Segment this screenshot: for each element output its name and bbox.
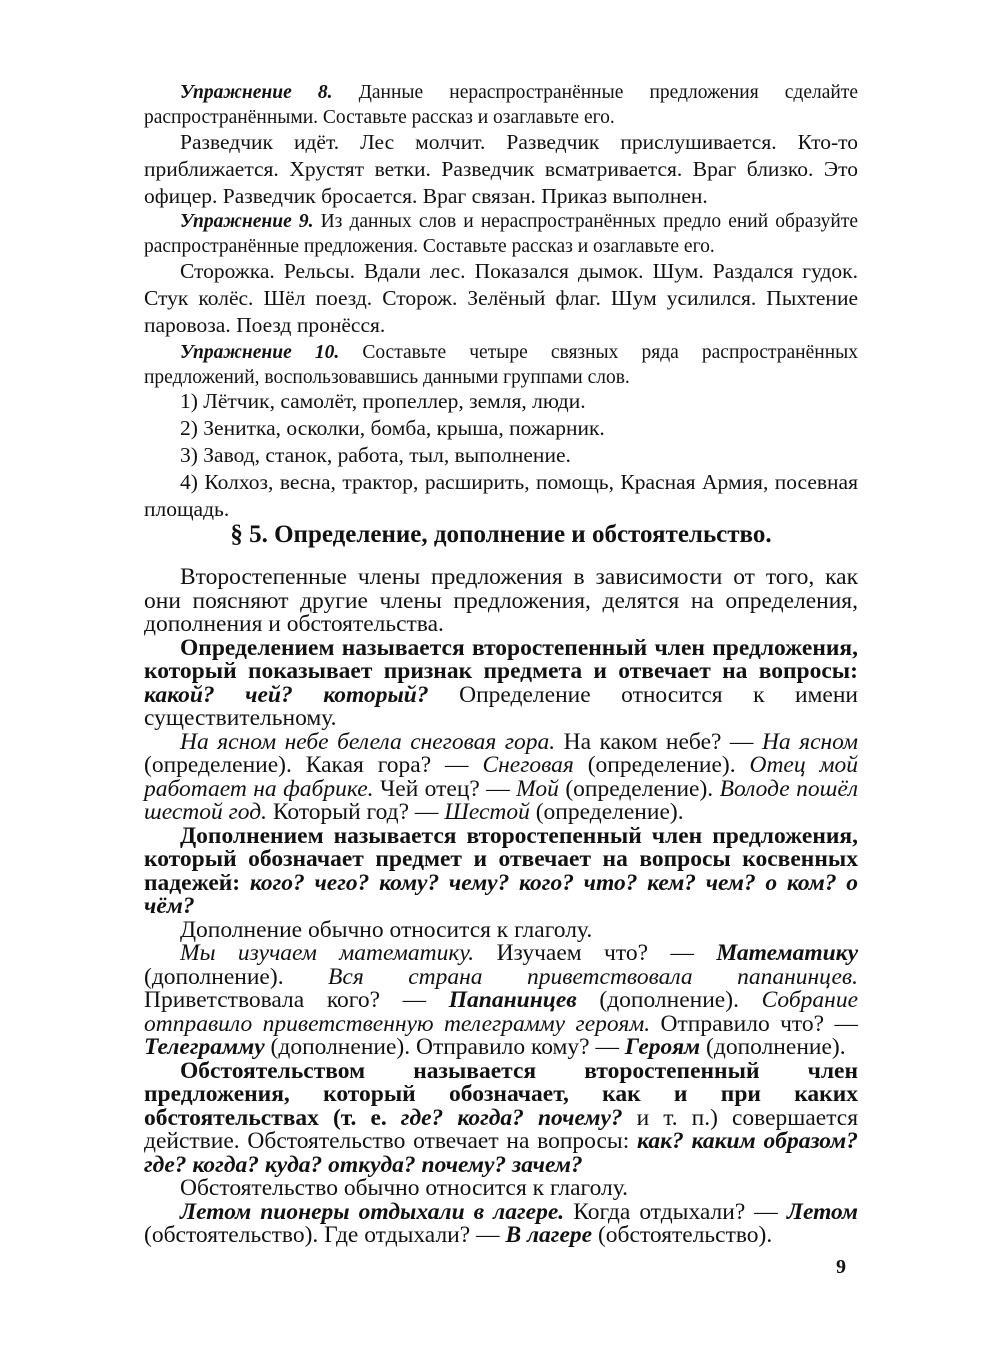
exercise-10-task-text: Составьте четыре связных ряда распространённых предложений, воспользовавшись данными группами слов. [144,342,858,388]
definition-examples: На ясном небе белела снеговая гора. На каком небе? — На ясном (определение). Какая гора? — Снеговая (определение). Отец мой работает на фабрике. Чей отец? — Мой (определение). Володе пошёл шестой год. Который год? — Шестой (определение). [144,728,859,825]
exercise-9-label: Упражнение 9. [180,211,314,232]
exercise-8-task-text: Данные нераспространённые предложения сделайте распространёнными. Составьте рассказ и озаглавьте его. [144,82,859,128]
section-heading: § 5. Определение, дополнение и обстоятельство. [230,521,772,548]
adverbial-rule: Обстоятельством называется второстепенный член предложения, который обозначает, как и при каких обстоятельствах (т. е. где? когда? почему? и т. п.) совершается действие. Обстоятельство отвечает на вопросы: как? каким образом? где? когда? куда? откуда? почему? зачем? [144,1057,859,1178]
adverbial-examples: Летом пионеры отдыхали в лагере. Когда отдыхали? — Летом (обстоятельство). Где отдыхали? — В лагере (обстоятельство). [144,1198,859,1248]
list-item: 3) Завод, станок, работа, тыл, выполнение. [180,443,571,467]
list-item: 1) Лётчик, самолёт, пропеллер, земля, люди. [180,389,586,413]
adverbial-note: Обстоятельство обычно относится к глаголу. [180,1175,629,1201]
exercise-9-text: Сторожка. Рельсы. Вдали лес. Показался дымок. Шум. Раздался гудок. Стук колёс. Шёл поезд. Сторож. Зелёный флаг. Шум усилился. Пыхтение паровоза. Поезд пронёсся. [144,259,858,337]
section-body [144,566,858,1248]
exercise-8-label: Упражнение 8. [180,82,333,103]
intro-paragraph: Второстепенные члены предложения в зависимости от того, как они поясняют другие члены предложения, делятся на определения, дополнения и обстоятельства. [144,564,858,637]
exercise-9-task [144,209,858,259]
exercise-10-list [144,388,858,523]
exercise-9-task-text: Из данных слов и нераспространённых предло ений образуйте распространённые предложения. Составьте рассказ и озаглавьте его. [144,211,859,257]
object-examples: Мы изучаем математику. Изучаем что? — Математику (дополнение). Вся страна приветствовала папанинцев. Приветствовала кого? — Папанинцев (дополнение). Собрание отправило приветственную телеграмму героям. Отправило что? — Телеграмму (дополнение). Отправило кому? — Героям (дополнение). [144,940,859,1060]
list-item: 2) Зенитка, осколки, бомба, крыша, пожарник. [180,416,605,440]
page-number: 9 [836,1256,846,1278]
list-item: 4) Колхоз, весна, трактор, расширить, помощь, Красная Армия, посевная площадь. [144,470,858,521]
exercise-10-label: Упражнение 10. [180,342,340,363]
exercise-8-task [144,80,858,130]
definition-rule: Определением называется второстепенный член предложения, который показывает признак предмета и отвечает на вопросы: какой? чей? который? Определение относится к имени существительному. [144,634,859,731]
exercise-8-text: Разведчик идёт. Лес молчит. Разведчик прислушивается. Кто-то приближается. Хрустят ветки. Разведчик всматривается. Враг близко. Это офицер. Разведчик бросается. Враг связан. Приказ выполнен. [144,130,858,208]
object-rule: Дополнением называется второстепенный член предложения, который обозначает предмет и отвечает на вопросы косвенных падежей: кого? чего? кому? чему? кого? что? кем? чем? о ком? о чём? [144,822,859,919]
object-note: Дополнение обычно относится к глаголу. [180,916,593,943]
exercise-10-task [144,340,858,390]
